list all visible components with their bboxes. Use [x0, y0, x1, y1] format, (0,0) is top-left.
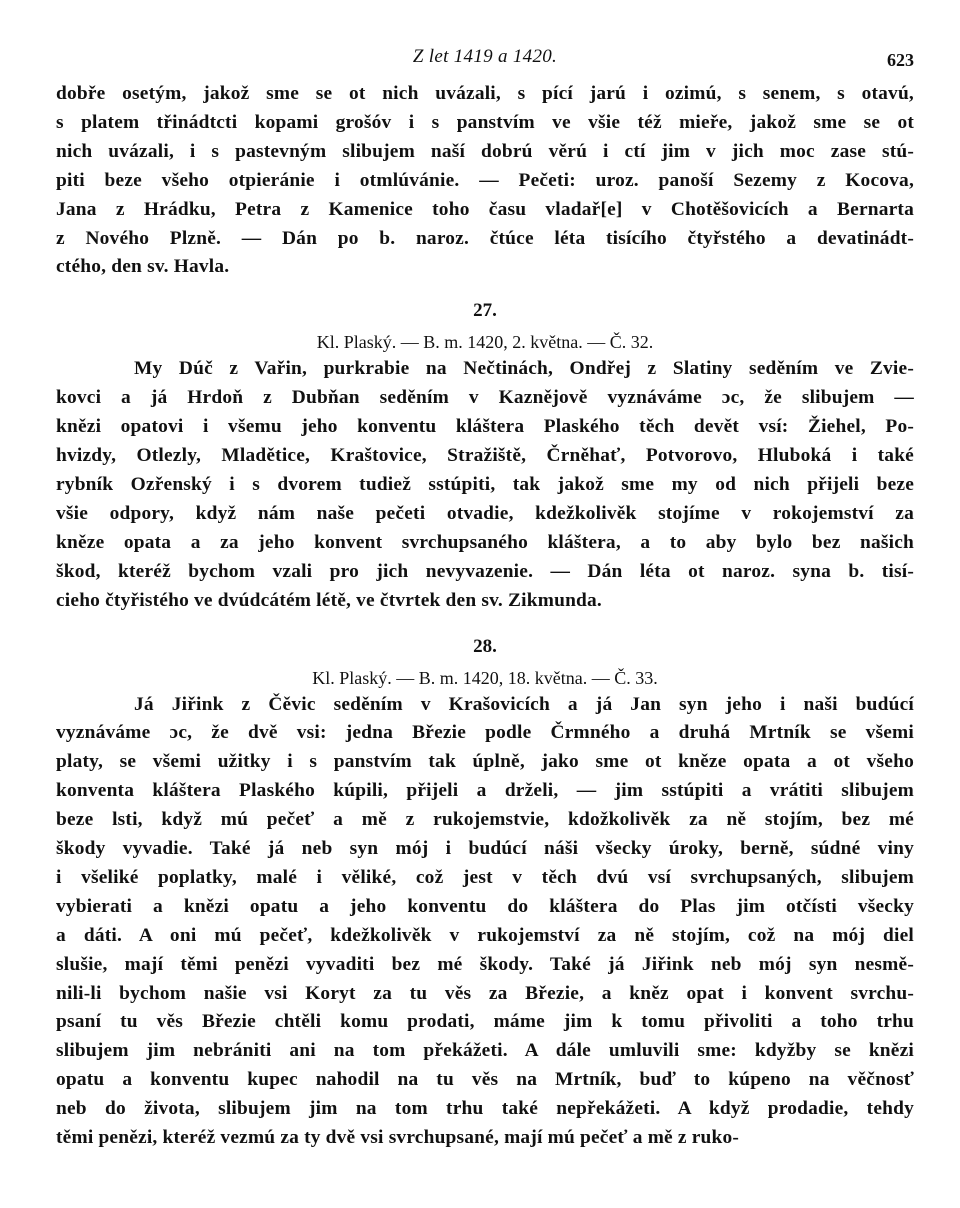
text-line: škody vyvadie. Také já neb syn mój i budúcí náši všecky úroky, berně, súdné viny — [56, 838, 914, 860]
document-number-28: 28. — [473, 635, 497, 657]
page-header — [56, 44, 914, 80]
text-line: z Nového Plzně. — Dán po b. naroz. čtúce léta tisícího čtyřstého a devatinádt- — [56, 227, 914, 249]
text-line: těmi penězi, kteréž vezmú za ty dvě vsi svrchupsané, mají mú pečeť a mě z ruko- — [56, 1127, 740, 1149]
document-text-28 — [56, 691, 914, 1154]
text-line: knězi opatovi i všemu jeho konventu kláštera Plaského těch devět vsí: Žiehel, Po- — [56, 416, 914, 438]
text-line: škod, kteréž bychom vzali pro jich nevyvazenie. — Dán léta ot naroz. syna b. tisí- — [56, 560, 914, 582]
text-line: konventa kláštera Plaského kúpili, přijeli a drželi, — jim sstúpiti a vrátiti slibujem — [56, 780, 914, 802]
text-line: vyznáváme ɔc, že dvě vsi: jedna Březie podle Črmného a druhá Mrtník se všemi — [56, 722, 914, 744]
text-line: i všeliké poplatky, malé i věliké, což jest v těch dvú vsí svrchupsaných, slibujem — [56, 866, 914, 888]
text-line: piti beze všeho otpieránie i otmlúvánie. — Pečeti: uroz. panoší Sezemy z Kocova, — [56, 169, 914, 191]
text-line: psaní tu věs Březie chtěli komu prodati, máme jim k tomu přivoliti a toho trhu — [56, 1011, 914, 1033]
text-line: My Dúč z Vařin, purkrabie na Nečtinách, Ondřej z Slatiny seděním ve Zvie- — [134, 358, 914, 380]
text-line: a dáti. A oni mú pečeť, kdežkolivěk v rukojemství za ně stojím, což na mój diel — [56, 924, 914, 946]
text-line: neb do života, slibujem jim na tom trhu také nepřekážeti. A když prodadie, tehdy — [56, 1098, 914, 1120]
text-line: kovci a já Hrdoň z Dubňan seděním v Kaznějově vyznáváme ɔc, že slibujem — — [56, 387, 914, 409]
text-line: Jana z Hrádku, Petra z Kamenice toho času vladař[e] v Chotěšovicích a Bernarta — [56, 198, 914, 220]
text-line: beze lsti, když mú pečeť a mě z rukojemstvie, kdožkolivěk za ně stojím, bez mé — [56, 809, 914, 831]
page-number: 623 — [887, 50, 914, 70]
intro-paragraph — [56, 80, 914, 282]
text-line: opatu a konventu kupec nahodil na tu věs na Mrtník, buď to kúpeno na věčnosť — [56, 1069, 914, 1091]
document-source-27: Kl. Plaský. — B. m. 1420, 2. května. — Č. 32. — [316, 332, 654, 353]
document-source-28: Kl. Plaský. — B. m. 1420, 18. května. — Č. 33. — [312, 667, 658, 688]
text-line: vybierati a knězi opatu a jeho konventu do kláštera do Plas jim otčísti všecky — [56, 895, 914, 917]
text-line: nili-li bychom našie vsi Koryt za tu věs za Březie, a kněz opat i konvent svrchu- — [56, 982, 914, 1004]
text-line: všie odpory, když nám naše pečeti otvadie, kdežkolivěk stojíme v rokojemství za — [56, 502, 914, 524]
document-page — [56, 44, 914, 1153]
text-line: Já Jiřink z Čěvic seděním v Krašovicích a já Jan syn jeho i naši budúcí — [134, 693, 914, 715]
text-line: rybník Ozřenský i s dvorem tudiež sstúpiti, tak jakož sme my od nich přijeli beze — [56, 473, 914, 495]
text-line: platy, se všemi užitky i s panstvím tak úplně, jako sme ot kněze opata a ot všeho — [56, 751, 914, 773]
text-line: slibujem jim nebrániti ani na tom překážeti. A dále umluvili sme: kdyžby se knězi — [56, 1040, 914, 1062]
text-line: dobře osetým, jakož sme se ot nich uvázali, s pící jarú i ozimú, s senem, s otavú, — [56, 83, 914, 104]
text-line: slušie, mají těmi penězi vyvaditi bez mé škody. Také já Jiřink neb mój syn nesmě- — [56, 953, 914, 975]
document-text-27 — [56, 355, 914, 615]
text-line: ctého, den sv. Havla. — [56, 256, 230, 278]
text-line: cieho čtyřistého ve dvúdcátém létě, ve čtvrtek den sv. Zikmunda. — [56, 589, 602, 611]
text-line: kněze opata a za jeho konvent svrchupsaného kláštera, a to aby bylo bez našich — [56, 531, 914, 553]
running-title: Z let 1419 a 1420. — [412, 46, 558, 67]
text-line: hvizdy, Otlezly, Mladětice, Kraštovice, Stražiště, Črněhať, Potvorovo, Hluboká i také — [56, 445, 914, 467]
document-number-27: 27. — [473, 300, 497, 322]
text-line: s platem třinádtcti kopami grošóv i s panstvím ve všie též mieře, jakož sme se ot — [56, 111, 914, 133]
text-line: nich uvázali, i s pastevným slibujem naší dobrú věrú i ctí jim v jich moc zase stú- — [56, 140, 914, 162]
